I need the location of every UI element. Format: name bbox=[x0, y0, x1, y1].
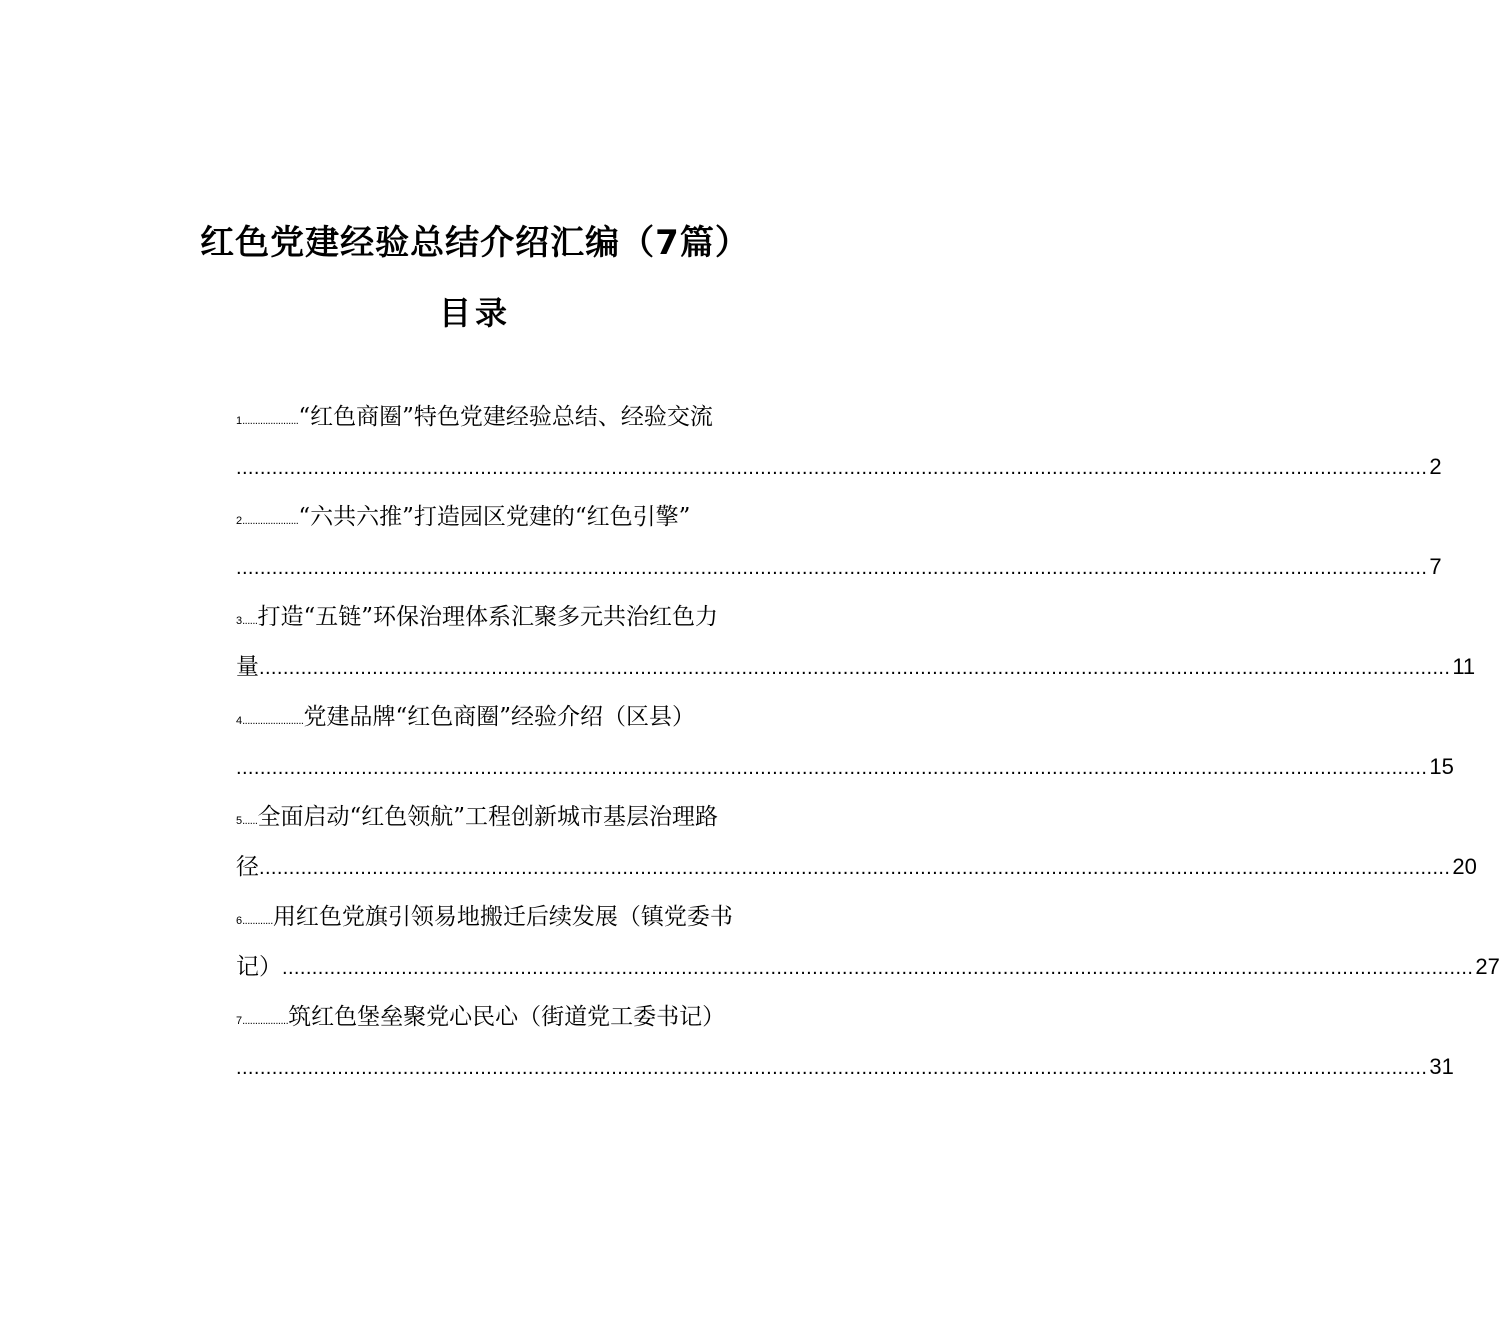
toc-page-number: 20 bbox=[1452, 854, 1477, 879]
toc-entry-2[interactable] bbox=[236, 492, 1442, 592]
toc-leader: ............ bbox=[242, 915, 273, 927]
toc-dot-leader: ........................................................................................................................................................................................................ bbox=[236, 557, 1428, 579]
toc-dot-leader: ........................................................................................................................................................................................................ bbox=[259, 857, 1451, 879]
toc-dot-leader: ........................................................................................................................................................................................................ bbox=[236, 457, 1428, 479]
toc-entry-number: 2 bbox=[236, 515, 243, 527]
toc-dot-leader: ........................................................................................................................................................................................................ bbox=[282, 957, 1474, 979]
toc-entry-title: 党建品牌“红色商圈”经验介绍（区县） bbox=[303, 704, 696, 730]
toc-dot-leader: ........................................................................................................................................................................................................ bbox=[259, 657, 1451, 679]
toc-entry-7[interactable] bbox=[236, 992, 1454, 1092]
toc-entry-title: “六共六推”打造园区党建的“红色引擎” bbox=[298, 504, 691, 530]
toc-entry-number: 6 bbox=[236, 915, 243, 927]
toc-entry-title: 用红色党旗引领易地搬迁后续发展（镇党委书 bbox=[272, 904, 733, 930]
toc-page-number: 11 bbox=[1452, 654, 1476, 679]
toc-leader: ...... bbox=[242, 815, 258, 827]
table-of-contents bbox=[236, 392, 1500, 1092]
toc-entry-5[interactable] bbox=[236, 792, 1477, 892]
toc-entry-title: “红色商圈”特色党建经验总结、经验交流 bbox=[298, 404, 713, 430]
toc-entry-3[interactable] bbox=[236, 592, 1476, 692]
toc-entry-number: 7 bbox=[236, 1015, 243, 1027]
toc-entry-number: 1 bbox=[236, 415, 243, 427]
toc-leader: ...................... bbox=[242, 415, 299, 427]
toc-entry-title: 全面启动“红色领航”工程创新城市基层治理路 bbox=[257, 804, 718, 830]
toc-entry-title: 打造“五链”环保治理体系汇聚多元共治红色力 bbox=[257, 604, 718, 630]
toc-leader: .................. bbox=[242, 1015, 289, 1027]
toc-entry-number: 5 bbox=[236, 815, 243, 827]
toc-entry-title-continued: 径 bbox=[236, 854, 259, 880]
toc-dot-leader: ........................................................................................................................................................................................................ bbox=[236, 1057, 1428, 1079]
toc-entry-title-continued: 记） bbox=[236, 954, 282, 980]
toc-page-number: 31 bbox=[1429, 1054, 1454, 1079]
toc-page-number: 2 bbox=[1429, 454, 1442, 479]
toc-entry-6[interactable] bbox=[236, 892, 1500, 992]
toc-leader: ...................... bbox=[242, 515, 299, 527]
toc-page-number: 15 bbox=[1429, 754, 1454, 779]
toc-leader: ........................ bbox=[242, 715, 304, 727]
toc-entry-1[interactable] bbox=[236, 392, 1442, 492]
toc-entry-number: 4 bbox=[236, 715, 243, 727]
toc-leader: ...... bbox=[242, 615, 258, 627]
document-title: 红色党建经验总结介绍汇编（7篇） bbox=[200, 223, 750, 263]
toc-dot-leader: ........................................................................................................................................................................................................ bbox=[236, 757, 1428, 779]
toc-entry-title: 筑红色堡垒聚党心民心（街道党工委书记） bbox=[288, 1004, 726, 1030]
toc-heading: 目录 bbox=[438, 294, 511, 332]
toc-page-number: 7 bbox=[1429, 554, 1442, 579]
toc-entry-title-continued: 量 bbox=[236, 654, 259, 680]
toc-entry-4[interactable] bbox=[236, 692, 1454, 792]
toc-page-number: 27 bbox=[1475, 954, 1500, 979]
toc-entry-number: 3 bbox=[236, 615, 243, 627]
